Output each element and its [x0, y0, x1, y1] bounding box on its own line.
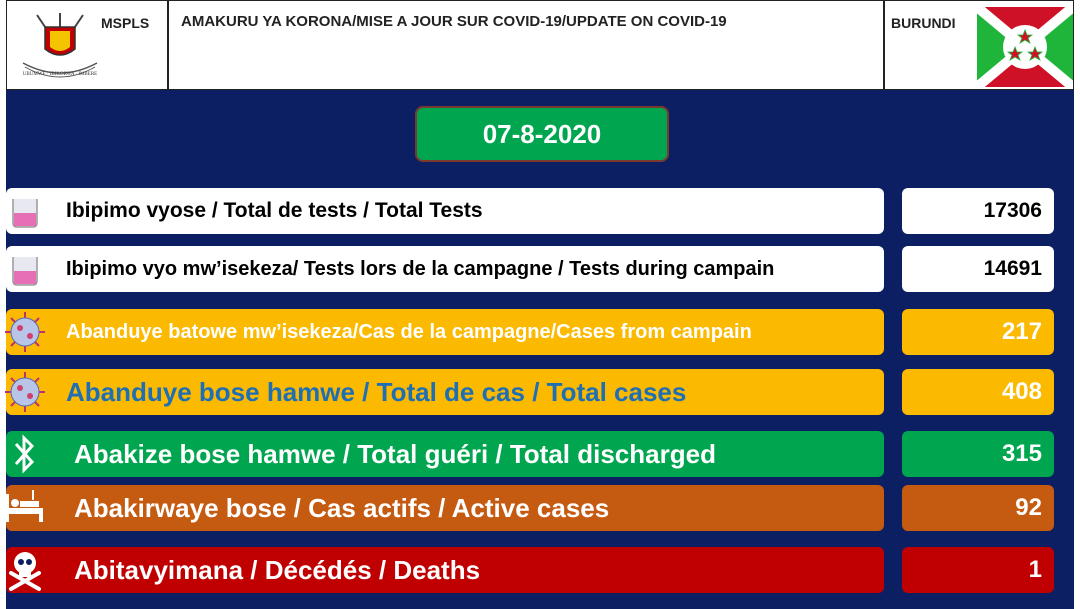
campaign-tests-value: 14691 [902, 246, 1054, 292]
coat-of-arms-icon [15, 9, 105, 87]
row-total-tests [6, 188, 1074, 234]
row-campaign-cases [6, 309, 1074, 355]
campaign-cases-label-bar [6, 309, 884, 355]
active-cases-label: Abakirwaye bose / Cas actifs / Active cases [74, 492, 610, 523]
row-total-cases [6, 369, 1074, 415]
test-tube-icon [0, 246, 50, 292]
row-deaths [6, 547, 1074, 593]
logo-cell [6, 0, 168, 90]
total-cases-value: 408 [902, 369, 1054, 415]
virus-icon [0, 309, 50, 355]
country-name: BURUNDI [891, 15, 956, 31]
total-tests-value: 17306 [902, 188, 1054, 234]
total-discharged-value: 315 [902, 431, 1054, 477]
row-total-discharged [6, 431, 1074, 477]
country-cell [884, 0, 1074, 90]
title-cell [168, 0, 884, 90]
header [0, 0, 1080, 90]
hospital-bed-icon [0, 485, 50, 531]
total-discharged-label: Abakize bose hamwe / Total guéri / Total discharged [74, 438, 716, 469]
skull-crossbones-icon [0, 547, 50, 593]
campaign-tests-label: Ibipimo vyo mw’isekeza/ Tests lors de la campagne / Tests during campain [66, 257, 775, 280]
deaths-label: Abitavyimana / Décédés / Deaths [74, 554, 481, 585]
burundi-flag-icon [977, 7, 1073, 87]
test-tube-icon [0, 188, 50, 234]
active-cases-label-bar [6, 485, 884, 531]
page-title: AMAKURU YA KORONA/MISE A JOUR SUR COVID-19/UPDATE ON COVID-19 [181, 13, 727, 30]
deaths-label-bar [6, 547, 884, 593]
virus-icon [0, 369, 50, 415]
active-cases-value: 92 [902, 485, 1054, 531]
total-discharged-label-bar [6, 431, 884, 477]
stats-panel [6, 90, 1074, 609]
campaign-cases-label: Abanduye batowe mw’isekeza/Cas de la campagne/Cases from campain [66, 320, 752, 343]
row-campaign-tests [6, 246, 1074, 292]
bluetooth-like-icon [0, 431, 50, 477]
campaign-tests-label-bar [6, 246, 884, 292]
campaign-cases-value: 217 [902, 309, 1054, 355]
report-date: 07-8-2020 [415, 106, 669, 162]
org-name: MSPLS [101, 15, 150, 31]
seal-motto: UBUMWE · IBIKORWA · IMBERE [22, 72, 98, 77]
total-cases-label: Abanduye bose hamwe / Total de cas / Total cases [66, 376, 687, 407]
deaths-value: 1 [902, 547, 1054, 593]
total-tests-label: Ibipimo vyose / Total de tests / Total Tests [66, 199, 483, 222]
row-active-cases [6, 485, 1074, 531]
total-tests-label-bar [6, 188, 884, 234]
total-cases-label-bar [6, 369, 884, 415]
